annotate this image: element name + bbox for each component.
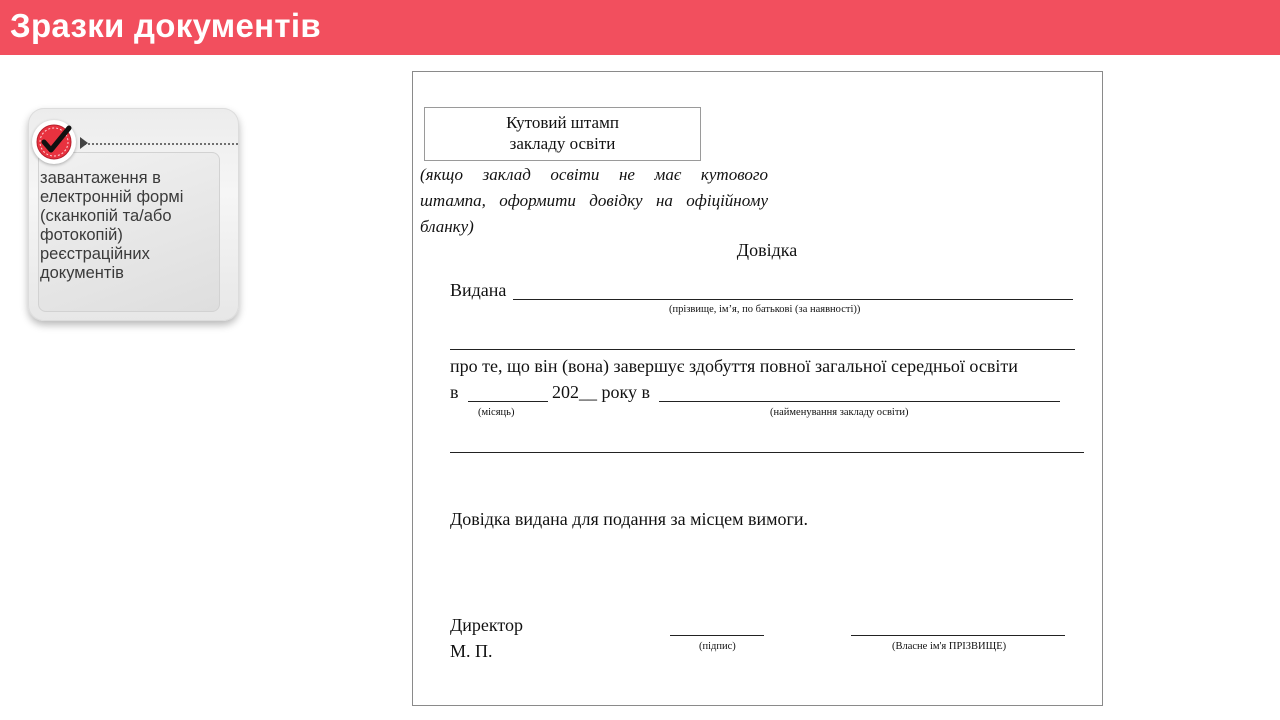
note-line: (якщо заклад освіти не має кутового	[420, 165, 768, 184]
year-text: 202__ року в	[552, 382, 650, 402]
step-description	[40, 169, 230, 283]
purpose-text: Довідка видана для подання за місцем вимоги.	[450, 509, 809, 529]
stamp-note	[420, 162, 768, 240]
extra-blank-line	[450, 452, 1084, 453]
stamp-line: закладу освіти	[509, 134, 616, 153]
note-line: штампа, оформити довідку на офіційному	[420, 191, 768, 210]
step-line: завантаження в	[40, 169, 161, 187]
note-line: бланку)	[420, 217, 474, 236]
checkmark-icon	[32, 120, 76, 164]
month-blank-line	[468, 401, 548, 402]
institution-blank-line	[659, 401, 1060, 402]
in-prefix: в	[450, 382, 459, 402]
issued-label: Видана	[450, 280, 507, 300]
slide-title: Зразки документів	[10, 7, 321, 44]
issued-hint: (прізвище, ім’я, по батькові (за наявності))	[669, 304, 861, 315]
completion-text: про те, що він (вона) завершує здобуття повної загальної середньої освіти	[450, 356, 1018, 376]
step-line: фотокопій)	[40, 226, 123, 244]
step-card	[28, 108, 239, 321]
document-title: Довідка	[736, 240, 798, 260]
institution-hint: (найменування закладу освіти)	[770, 407, 909, 418]
name-signature-blank-line	[851, 635, 1065, 636]
signature-hint: (підпис)	[699, 641, 736, 652]
seal-label: М. П.	[450, 641, 493, 661]
step-line: електронній формі	[40, 188, 184, 206]
step-line: (сканкопій та/або	[40, 207, 172, 225]
corner-stamp-box	[424, 107, 701, 161]
step-line: реєстраційних	[40, 245, 150, 263]
arrow-right-icon	[80, 137, 88, 149]
month-hint: (місяць)	[478, 407, 515, 418]
certificate-document	[412, 71, 1103, 706]
name-hint: (Власне ім'я ПРІЗВИЩЕ)	[892, 641, 1007, 652]
dotted-connector	[80, 143, 238, 145]
header-bar	[0, 0, 1280, 55]
signature-blank-line	[670, 635, 764, 636]
name-blank-line	[513, 299, 1073, 300]
director-label: Директор	[450, 615, 524, 635]
stamp-line: Кутовий штамп	[506, 113, 619, 132]
continuation-blank-line	[450, 349, 1075, 350]
step-line: документів	[40, 264, 124, 282]
